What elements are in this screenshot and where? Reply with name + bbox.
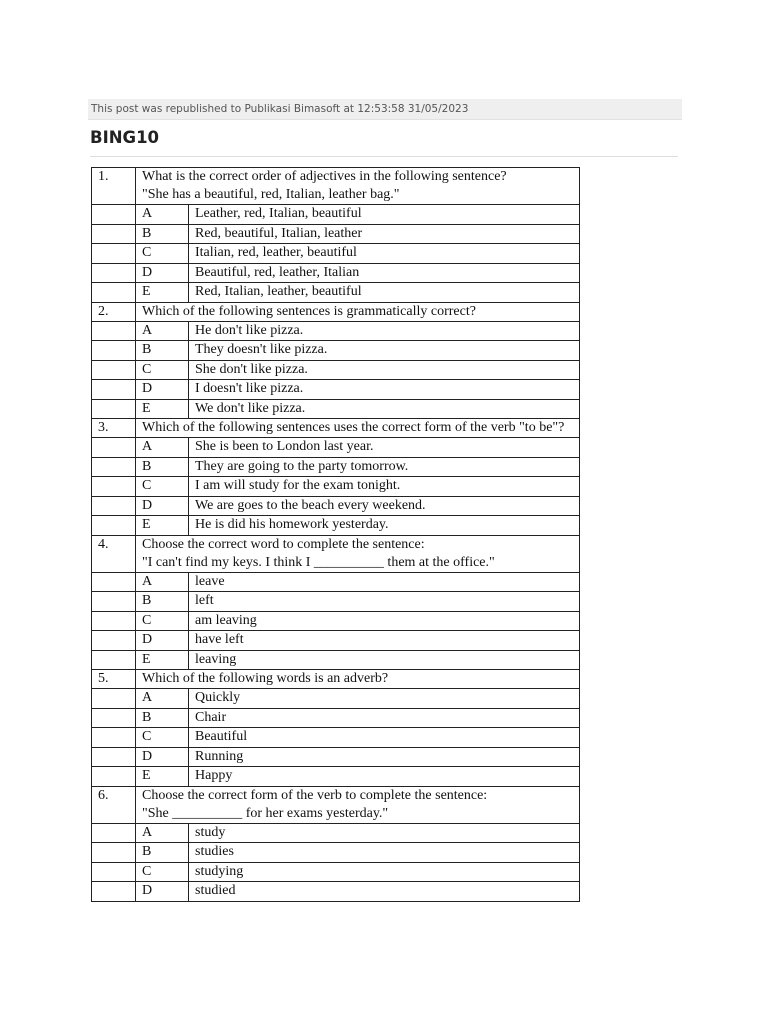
option-row	[92, 360, 580, 380]
question-number: 6.	[92, 786, 136, 823]
option-row	[92, 572, 580, 592]
option-text: Leather, red, Italian, beautiful	[189, 205, 580, 225]
question-number: 2.	[92, 302, 136, 321]
question-number: 1.	[92, 168, 136, 205]
option-text: left	[189, 592, 580, 612]
option-row	[92, 843, 580, 863]
option-letter: B	[136, 457, 189, 477]
option-letter: D	[136, 263, 189, 283]
option-spacer-cell	[92, 438, 136, 458]
option-text: I am will study for the exam tonight.	[189, 477, 580, 497]
option-row	[92, 457, 580, 477]
option-row	[92, 477, 580, 497]
option-spacer-cell	[92, 380, 136, 400]
question-text: Which of the following sentences is grammatically correct?	[136, 302, 580, 321]
option-letter: C	[136, 244, 189, 264]
option-text: They are going to the party tomorrow.	[189, 457, 580, 477]
option-text: Beautiful, red, leather, Italian	[189, 263, 580, 283]
option-letter: A	[136, 321, 189, 341]
option-spacer-cell	[92, 283, 136, 303]
question-text: Choose the correct form of the verb to complete the sentence: "She __________ for her exams yesterday."	[136, 786, 580, 823]
option-text: studying	[189, 862, 580, 882]
option-spacer-cell	[92, 862, 136, 882]
option-spacer-cell	[92, 767, 136, 787]
option-letter: D	[136, 882, 189, 902]
option-text: I doesn't like pizza.	[189, 380, 580, 400]
option-row	[92, 224, 580, 244]
option-spacer-cell	[92, 592, 136, 612]
option-row	[92, 244, 580, 264]
question-text: What is the correct order of adjectives in the following sentence? "She has a beautiful, red, Italian, leather bag."	[136, 168, 580, 205]
option-spacer-cell	[92, 843, 136, 863]
question-row	[92, 786, 580, 823]
option-spacer-cell	[92, 224, 136, 244]
option-letter: C	[136, 477, 189, 497]
page-title: BING10	[90, 128, 160, 147]
option-row	[92, 592, 580, 612]
option-text: Beautiful	[189, 728, 580, 748]
option-text: studied	[189, 882, 580, 902]
option-text: We don't like pizza.	[189, 399, 580, 419]
option-letter: C	[136, 728, 189, 748]
option-spacer-cell	[92, 341, 136, 361]
option-spacer-cell	[92, 728, 136, 748]
option-row	[92, 728, 580, 748]
question-row	[92, 168, 580, 205]
option-text: She don't like pizza.	[189, 360, 580, 380]
option-letter: B	[136, 224, 189, 244]
option-spacer-cell	[92, 399, 136, 419]
option-row	[92, 747, 580, 767]
option-row	[92, 321, 580, 341]
option-letter: C	[136, 360, 189, 380]
option-letter: E	[136, 650, 189, 670]
title-divider	[90, 156, 678, 157]
option-text: leave	[189, 572, 580, 592]
option-letter: D	[136, 631, 189, 651]
option-spacer-cell	[92, 360, 136, 380]
option-spacer-cell	[92, 572, 136, 592]
option-spacer-cell	[92, 650, 136, 670]
option-text: Running	[189, 747, 580, 767]
option-spacer-cell	[92, 631, 136, 651]
option-letter: D	[136, 380, 189, 400]
question-row	[92, 535, 580, 572]
option-spacer-cell	[92, 611, 136, 631]
option-row	[92, 263, 580, 283]
option-text: am leaving	[189, 611, 580, 631]
option-spacer-cell	[92, 321, 136, 341]
option-row	[92, 283, 580, 303]
option-letter: A	[136, 689, 189, 709]
option-row	[92, 882, 580, 902]
option-text: Red, beautiful, Italian, leather	[189, 224, 580, 244]
option-letter: A	[136, 572, 189, 592]
question-row	[92, 302, 580, 321]
question-row	[92, 419, 580, 438]
option-row	[92, 708, 580, 728]
option-spacer-cell	[92, 457, 136, 477]
question-row	[92, 670, 580, 689]
option-text: have left	[189, 631, 580, 651]
option-row	[92, 823, 580, 843]
option-spacer-cell	[92, 708, 136, 728]
option-spacer-cell	[92, 516, 136, 536]
option-text: Happy	[189, 767, 580, 787]
option-text: We are goes to the beach every weekend.	[189, 496, 580, 516]
option-spacer-cell	[92, 747, 136, 767]
option-row	[92, 496, 580, 516]
option-row	[92, 205, 580, 225]
option-spacer-cell	[92, 823, 136, 843]
option-text: leaving	[189, 650, 580, 670]
option-text: study	[189, 823, 580, 843]
option-row	[92, 631, 580, 651]
option-row	[92, 767, 580, 787]
option-row	[92, 399, 580, 419]
option-letter: E	[136, 283, 189, 303]
option-letter: A	[136, 205, 189, 225]
option-spacer-cell	[92, 205, 136, 225]
question-text: Choose the correct word to complete the sentence: "I can't find my keys. I think I __________ them at the office."	[136, 535, 580, 572]
option-letter: E	[136, 399, 189, 419]
option-row	[92, 516, 580, 536]
option-letter: B	[136, 341, 189, 361]
option-text: He is did his homework yesterday.	[189, 516, 580, 536]
option-text: Italian, red, leather, beautiful	[189, 244, 580, 264]
republish-banner: This post was republished to Publikasi Bimasoft at 12:53:58 31/05/2023	[88, 99, 682, 120]
option-row	[92, 650, 580, 670]
option-letter: E	[136, 767, 189, 787]
option-letter: B	[136, 708, 189, 728]
option-letter: B	[136, 592, 189, 612]
option-letter: D	[136, 747, 189, 767]
option-letter: C	[136, 862, 189, 882]
option-letter: E	[136, 516, 189, 536]
option-row	[92, 438, 580, 458]
question-text: Which of the following words is an adverb?	[136, 670, 580, 689]
question-text: Which of the following sentences uses the correct form of the verb "to be"?	[136, 419, 580, 438]
option-spacer-cell	[92, 496, 136, 516]
option-spacer-cell	[92, 263, 136, 283]
option-letter: A	[136, 823, 189, 843]
question-number: 5.	[92, 670, 136, 689]
option-letter: D	[136, 496, 189, 516]
option-letter: B	[136, 843, 189, 863]
option-spacer-cell	[92, 882, 136, 902]
option-row	[92, 689, 580, 709]
quiz-table-body	[92, 168, 580, 902]
option-spacer-cell	[92, 689, 136, 709]
option-text: studies	[189, 843, 580, 863]
option-row	[92, 611, 580, 631]
option-spacer-cell	[92, 244, 136, 264]
option-spacer-cell	[92, 477, 136, 497]
question-number: 3.	[92, 419, 136, 438]
option-letter: A	[136, 438, 189, 458]
option-text: They doesn't like pizza.	[189, 341, 580, 361]
question-number: 4.	[92, 535, 136, 572]
option-row	[92, 380, 580, 400]
option-text: She is been to London last year.	[189, 438, 580, 458]
option-row	[92, 862, 580, 882]
quiz-table	[91, 167, 580, 902]
option-text: Chair	[189, 708, 580, 728]
option-letter: C	[136, 611, 189, 631]
option-row	[92, 341, 580, 361]
option-text: Quickly	[189, 689, 580, 709]
option-text: He don't like pizza.	[189, 321, 580, 341]
option-text: Red, Italian, leather, beautiful	[189, 283, 580, 303]
